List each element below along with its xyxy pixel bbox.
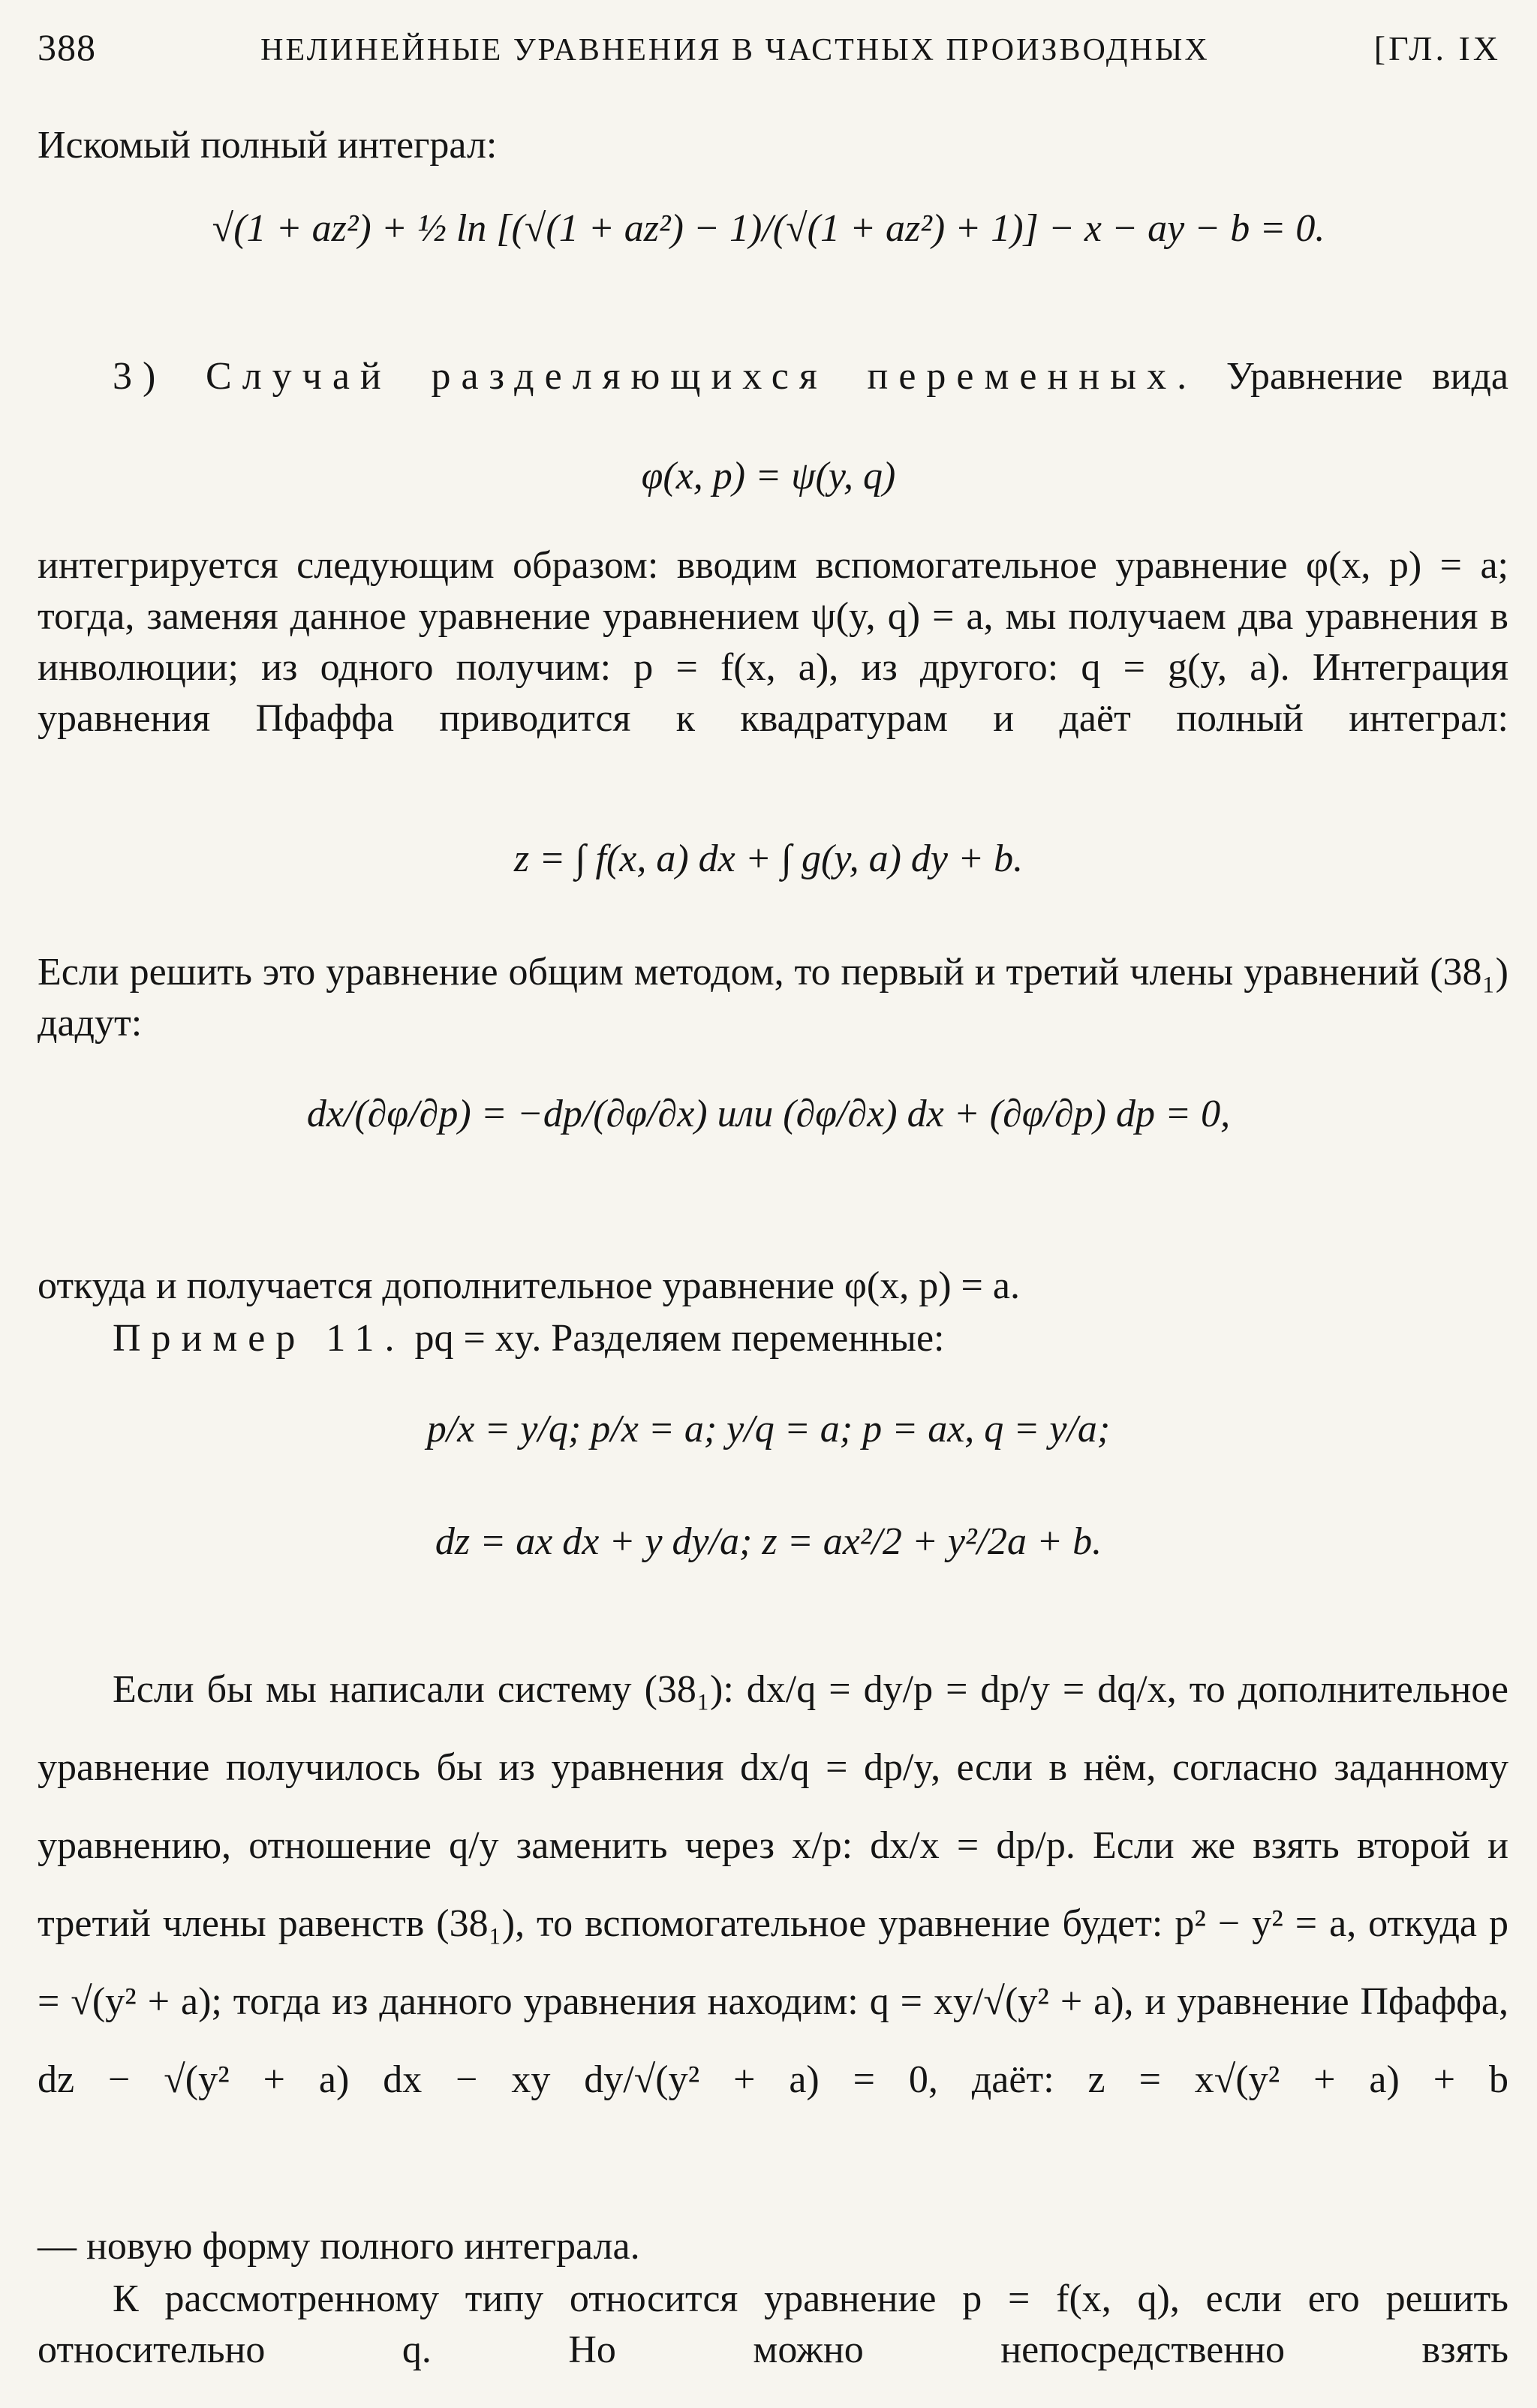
example-rest: pq = xy. Разделяем переменные: xyxy=(414,1317,945,1360)
intro-text: Искомый полный интеграл: xyxy=(38,124,498,167)
equation-complete-integral: √(1 + az²) + ½ ln [(√(1 + az²) − 1)/(√(1 + az²) + 1)] − x − ay − b = 0. xyxy=(212,207,1325,250)
chapter-ref: [ГЛ. IX xyxy=(1373,29,1501,68)
case3-title: 3) Случай разделяющихся переменных. xyxy=(113,355,1198,398)
paragraph-new-form: — новую форму полного интеграла. xyxy=(38,2225,640,2268)
running-header xyxy=(38,26,1501,74)
example-label: Пример 11. xyxy=(113,1317,405,1360)
equation-quadrature: z = ∫ f(x, a) dx + ∫ g(y, a) dy + b. xyxy=(513,837,1024,880)
paragraph-whence: откуда и получается дополнительное уравнение φ(x, p) = a. xyxy=(38,1264,1020,1307)
paragraph-general-method: Если решить это уравнение общим методом, то первый и третий члены уравнений (38₁) дадут: xyxy=(38,951,1508,1045)
equation-general-method: dx/(∂φ/∂p) = −dp/(∂φ/∂x) или (∂φ/∂x) dx + (∂φ/∂p) dp = 0, xyxy=(306,1093,1231,1135)
running-title: НЕЛИНЕЙНЫЕ УРАВНЕНИЯ В ЧАСТНЫХ ПРОИЗВОДНЫХ xyxy=(260,33,1210,68)
case3-rest: Уравнение вида xyxy=(1226,355,1508,398)
case3-paragraph xyxy=(38,351,1508,402)
equation-example-separation: p/x = y/q; p/x = a; y/q = a; p = ax, q = y/a; xyxy=(426,1408,1111,1451)
equation-separable: φ(x, p) = ψ(y, q) xyxy=(641,455,896,498)
paragraph-system: Если бы мы написали систему (38₁): dx/q = dy/p = dp/y = dq/x, то дополнительное уравнение получилось бы из уравнения dx/q = dp/y, если в нём, согласно заданному уравнению, отношение q/y заменить через x/p: dx/x = dp/p. Если же взять второй и третий члены равенств (38₁), то вспомогательное уравнение будет: p² − y² = a, откуда p = √(y² + a); тогда из данного уравнения находим: q = xy/√(y² + a), и уравнение Пфаффа, dz − √(y² + a) dx − xy dy/√(y² + a) = 0, даёт: z = x√(y² + a) + b xyxy=(38,1668,1508,2101)
paragraph-last: К рассмотренному типу относится уравнение p = f(x, q), если его решить относительно q. Но можно непосредственно взять xyxy=(38,2277,1508,2371)
page-number: 388 xyxy=(38,26,96,68)
example-11 xyxy=(38,1313,1508,1364)
paragraph-integrate: интегрируется следующим образом: вводим вспомогательное уравнение φ(x, p) = a; тогда, заменяя данное уравнение уравнением ψ(y, q) = a, мы получаем два уравнения в инволюции; из одного получим: p = f(x, a), из другого: q = g(y, a). Интеграция уравнения Пфаффа приводится к квадратурам и даёт полный интеграл: xyxy=(38,544,1508,740)
equation-example-result: dz = ax dx + y dy/a; z = ax²/2 + y²/2a + b. xyxy=(435,1520,1102,1563)
